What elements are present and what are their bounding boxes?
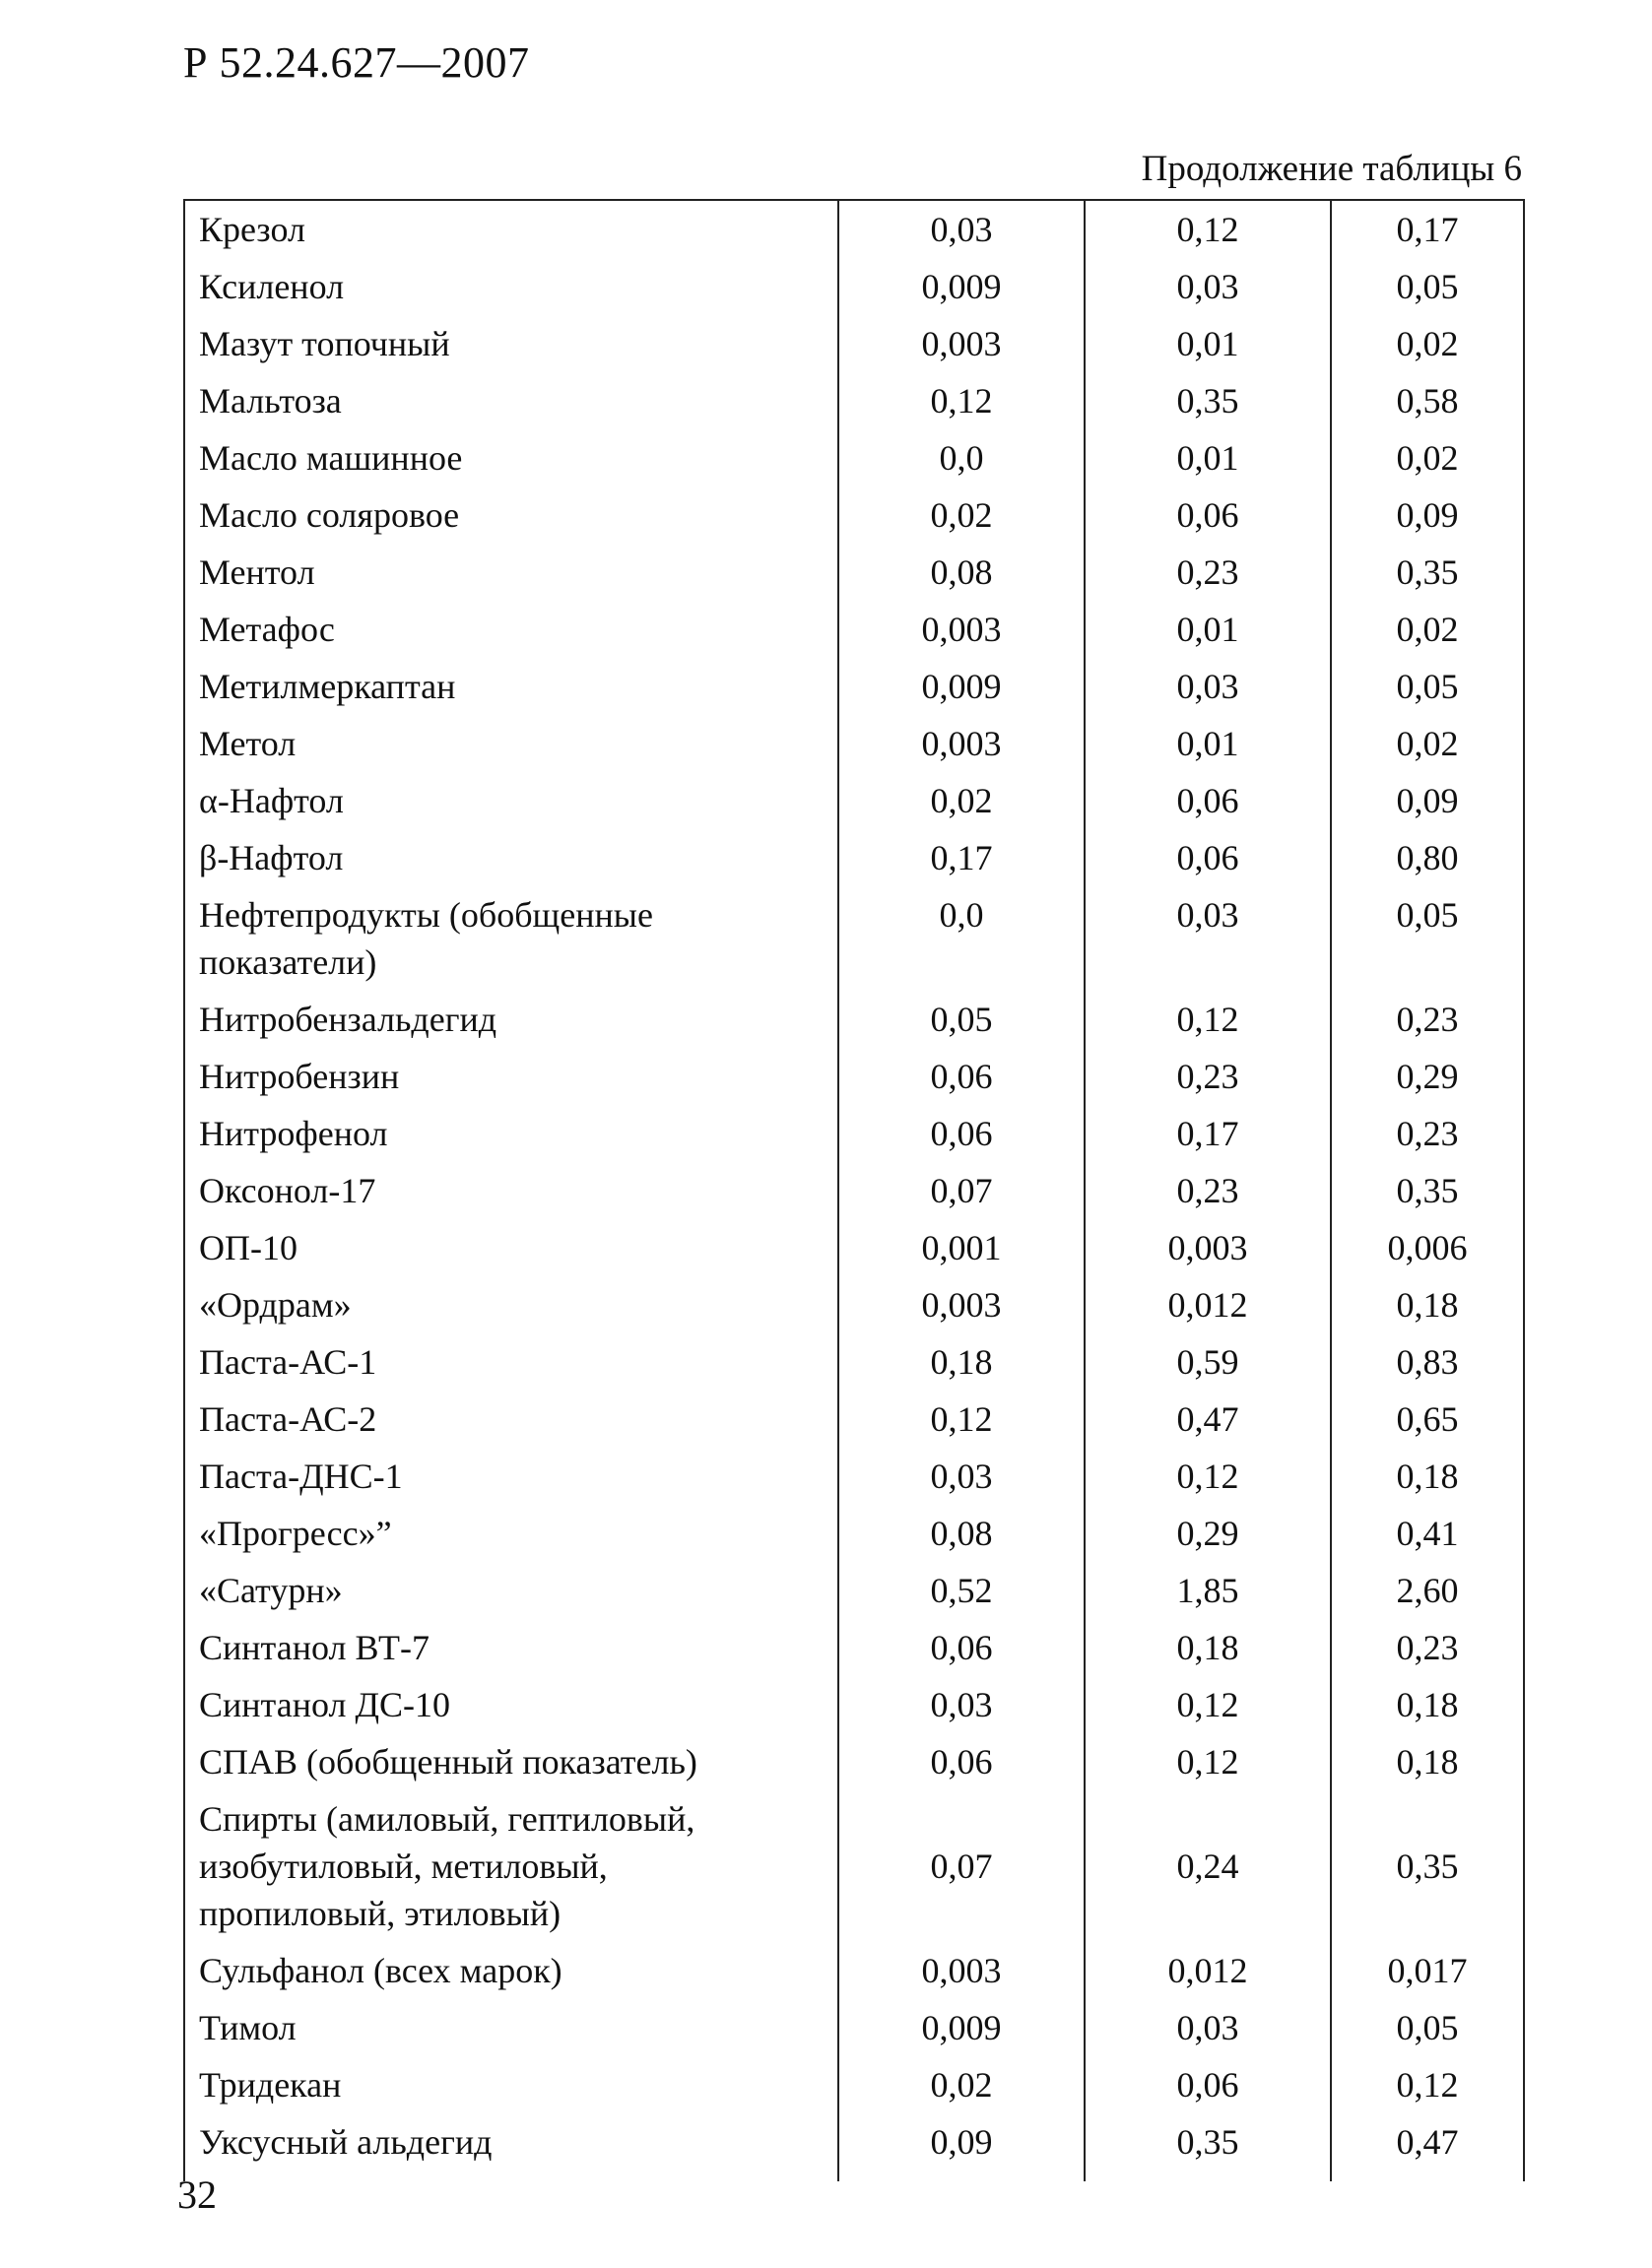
value-col2-cell: 0,03 — [1085, 1999, 1331, 2056]
value-col3-cell: 0,29 — [1331, 1048, 1524, 1105]
value-col1-cell: 0,06 — [838, 1048, 1085, 1105]
substance-name-cell: Нитробензин — [184, 1048, 838, 1105]
value-col1-cell: 0,07 — [838, 1790, 1085, 1942]
table-row — [184, 429, 1524, 486]
table-row — [184, 372, 1524, 429]
table-row — [184, 486, 1524, 544]
value-col2-cell: 0,06 — [1085, 772, 1331, 829]
value-col1-cell: 0,02 — [838, 2056, 1085, 2113]
table-row — [184, 1790, 1524, 1942]
value-col2-cell: 0,23 — [1085, 544, 1331, 601]
value-col3-cell: 0,18 — [1331, 1676, 1524, 1733]
table-row — [184, 1219, 1524, 1276]
value-col3-cell: 0,017 — [1331, 1942, 1524, 1999]
value-col2-cell: 1,85 — [1085, 1562, 1331, 1619]
value-col3-cell: 0,09 — [1331, 772, 1524, 829]
value-col1-cell: 0,06 — [838, 1733, 1085, 1790]
value-col1-cell: 0,03 — [838, 1448, 1085, 1505]
page-number: 32 — [177, 2172, 217, 2217]
value-col1-cell: 0,0 — [838, 886, 1085, 991]
value-col3-cell: 0,17 — [1331, 200, 1524, 258]
value-col2-cell: 0,12 — [1085, 1733, 1331, 1790]
value-col3-cell: 0,02 — [1331, 715, 1524, 772]
substance-name-cell: ОП-10 — [184, 1219, 838, 1276]
document-code: Р 52.24.627—2007 — [183, 38, 530, 87]
table-row — [184, 2113, 1524, 2181]
value-col1-cell: 0,003 — [838, 1942, 1085, 1999]
substance-name-cell: Уксусный альдегид — [184, 2113, 838, 2181]
value-col3-cell: 0,05 — [1331, 886, 1524, 991]
value-col2-cell: 0,47 — [1085, 1391, 1331, 1448]
value-col1-cell: 0,06 — [838, 1619, 1085, 1676]
value-col3-cell: 0,35 — [1331, 1162, 1524, 1219]
substance-name-cell: Масло машинное — [184, 429, 838, 486]
value-col3-cell: 0,23 — [1331, 1105, 1524, 1162]
value-col1-cell: 0,08 — [838, 544, 1085, 601]
value-col3-cell: 0,09 — [1331, 486, 1524, 544]
table-row — [184, 544, 1524, 601]
value-col3-cell: 0,02 — [1331, 601, 1524, 658]
substance-name-cell: «Сатурн» — [184, 1562, 838, 1619]
substance-name-cell: Синтанол ВТ-7 — [184, 1619, 838, 1676]
table-row — [184, 1162, 1524, 1219]
substance-name-cell: Паста-ДНС-1 — [184, 1448, 838, 1505]
table-row — [184, 1942, 1524, 1999]
value-col3-cell: 0,65 — [1331, 1391, 1524, 1448]
value-col3-cell: 0,47 — [1331, 2113, 1524, 2181]
table-row — [184, 886, 1524, 991]
value-col2-cell: 0,24 — [1085, 1790, 1331, 1942]
value-col3-cell: 2,60 — [1331, 1562, 1524, 1619]
value-col1-cell: 0,03 — [838, 1676, 1085, 1733]
value-col1-cell: 0,12 — [838, 1391, 1085, 1448]
value-col1-cell: 0,03 — [838, 200, 1085, 258]
substance-name-cell: Паста-АС-2 — [184, 1391, 838, 1448]
table-row — [184, 991, 1524, 1048]
value-col2-cell: 0,06 — [1085, 486, 1331, 544]
value-col2-cell: 0,17 — [1085, 1105, 1331, 1162]
substance-name-cell: Метол — [184, 715, 838, 772]
table-row — [184, 1333, 1524, 1391]
value-col2-cell: 0,35 — [1085, 2113, 1331, 2181]
table-row — [184, 829, 1524, 886]
value-col1-cell: 0,009 — [838, 658, 1085, 715]
value-col1-cell: 0,06 — [838, 1105, 1085, 1162]
value-col3-cell: 0,80 — [1331, 829, 1524, 886]
value-col3-cell: 0,05 — [1331, 258, 1524, 315]
value-col1-cell: 0,003 — [838, 601, 1085, 658]
value-col2-cell: 0,12 — [1085, 1676, 1331, 1733]
value-col1-cell: 0,003 — [838, 715, 1085, 772]
substance-name-cell: «Ордрам» — [184, 1276, 838, 1333]
value-col2-cell: 0,012 — [1085, 1942, 1331, 1999]
value-col1-cell: 0,001 — [838, 1219, 1085, 1276]
value-col1-cell: 0,003 — [838, 315, 1085, 372]
value-col2-cell: 0,29 — [1085, 1505, 1331, 1562]
value-col1-cell: 0,09 — [838, 2113, 1085, 2181]
value-col3-cell: 0,58 — [1331, 372, 1524, 429]
value-col1-cell: 0,0 — [838, 429, 1085, 486]
value-col3-cell: 0,18 — [1331, 1276, 1524, 1333]
value-col1-cell: 0,02 — [838, 772, 1085, 829]
value-col2-cell: 0,12 — [1085, 991, 1331, 1048]
substance-name-cell: Ксиленол — [184, 258, 838, 315]
value-col2-cell: 0,03 — [1085, 886, 1331, 991]
value-col2-cell: 0,01 — [1085, 715, 1331, 772]
table-row — [184, 715, 1524, 772]
table-row — [184, 1619, 1524, 1676]
table-row — [184, 1448, 1524, 1505]
table-row — [184, 1562, 1524, 1619]
table-row — [184, 772, 1524, 829]
value-col2-cell: 0,01 — [1085, 601, 1331, 658]
substance-name-cell: СПАВ (обобщенный показатель) — [184, 1733, 838, 1790]
value-col1-cell: 0,07 — [838, 1162, 1085, 1219]
table-row — [184, 1676, 1524, 1733]
value-col2-cell: 0,18 — [1085, 1619, 1331, 1676]
value-col3-cell: 0,35 — [1331, 544, 1524, 601]
value-col3-cell: 0,23 — [1331, 991, 1524, 1048]
value-col3-cell: 0,18 — [1331, 1448, 1524, 1505]
value-col1-cell: 0,003 — [838, 1276, 1085, 1333]
substance-name-cell: Метилмеркаптан — [184, 658, 838, 715]
value-col3-cell: 0,02 — [1331, 429, 1524, 486]
table-body — [184, 200, 1524, 2181]
table-row — [184, 1105, 1524, 1162]
table-row — [184, 1505, 1524, 1562]
value-col1-cell: 0,02 — [838, 486, 1085, 544]
substance-name-cell: Мазут топочный — [184, 315, 838, 372]
value-col1-cell: 0,009 — [838, 1999, 1085, 2056]
value-col2-cell: 0,59 — [1085, 1333, 1331, 1391]
value-col3-cell: 0,05 — [1331, 658, 1524, 715]
value-col2-cell: 0,03 — [1085, 658, 1331, 715]
substance-name-cell: Крезол — [184, 200, 838, 258]
value-col3-cell: 0,35 — [1331, 1790, 1524, 1942]
value-col3-cell: 0,006 — [1331, 1219, 1524, 1276]
value-col3-cell: 0,18 — [1331, 1733, 1524, 1790]
value-col1-cell: 0,18 — [838, 1333, 1085, 1391]
value-col3-cell: 0,05 — [1331, 1999, 1524, 2056]
value-col2-cell: 0,12 — [1085, 1448, 1331, 1505]
substance-name-cell: Тридекан — [184, 2056, 838, 2113]
table-row — [184, 1999, 1524, 2056]
value-col1-cell: 0,12 — [838, 372, 1085, 429]
substance-name-cell: Мальтоза — [184, 372, 838, 429]
substance-name-cell: α-Нафтол — [184, 772, 838, 829]
value-col1-cell: 0,08 — [838, 1505, 1085, 1562]
substance-table — [183, 199, 1525, 2181]
value-col3-cell: 0,02 — [1331, 315, 1524, 372]
substance-name-cell: Синтанол ДС-10 — [184, 1676, 838, 1733]
value-col2-cell: 0,003 — [1085, 1219, 1331, 1276]
value-col2-cell: 0,23 — [1085, 1162, 1331, 1219]
value-col2-cell: 0,23 — [1085, 1048, 1331, 1105]
substance-name-cell: Оксонол-17 — [184, 1162, 838, 1219]
substance-name-cell: Нитрофенол — [184, 1105, 838, 1162]
value-col2-cell: 0,35 — [1085, 372, 1331, 429]
substance-name-cell: Тимол — [184, 1999, 838, 2056]
value-col3-cell: 0,12 — [1331, 2056, 1524, 2113]
value-col1-cell: 0,17 — [838, 829, 1085, 886]
table-continuation-caption: Продолжение таблицы 6 — [1141, 149, 1522, 189]
table-row — [184, 1276, 1524, 1333]
substance-name-cell: Спирты (амиловый, гептиловый, изобутиловый, метиловый, пропиловый, этиловый) — [184, 1790, 838, 1942]
table-row — [184, 658, 1524, 715]
value-col2-cell: 0,06 — [1085, 829, 1331, 886]
substance-name-cell: Ментол — [184, 544, 838, 601]
table-row — [184, 2056, 1524, 2113]
substance-name-cell: Нефтепродукты (обобщенные показатели) — [184, 886, 838, 991]
table-row — [184, 315, 1524, 372]
table-row — [184, 1048, 1524, 1105]
substance-name-cell: Сульфанол (всех марок) — [184, 1942, 838, 1999]
table-row — [184, 1391, 1524, 1448]
value-col3-cell: 0,41 — [1331, 1505, 1524, 1562]
value-col2-cell: 0,01 — [1085, 429, 1331, 486]
substance-name-cell: β-Нафтол — [184, 829, 838, 886]
substance-name-cell: Метафос — [184, 601, 838, 658]
value-col1-cell: 0,52 — [838, 1562, 1085, 1619]
value-col2-cell: 0,12 — [1085, 200, 1331, 258]
value-col2-cell: 0,03 — [1085, 258, 1331, 315]
table-row — [184, 200, 1524, 258]
value-col3-cell: 0,23 — [1331, 1619, 1524, 1676]
table-row — [184, 258, 1524, 315]
substance-name-cell: Нитробензальдегид — [184, 991, 838, 1048]
value-col1-cell: 0,009 — [838, 258, 1085, 315]
value-col3-cell: 0,83 — [1331, 1333, 1524, 1391]
table-row — [184, 1733, 1524, 1790]
substance-name-cell: «Прогресс»” — [184, 1505, 838, 1562]
value-col2-cell: 0,012 — [1085, 1276, 1331, 1333]
value-col2-cell: 0,01 — [1085, 315, 1331, 372]
table-row — [184, 601, 1524, 658]
substance-name-cell: Паста-АС-1 — [184, 1333, 838, 1391]
value-col1-cell: 0,05 — [838, 991, 1085, 1048]
value-col2-cell: 0,06 — [1085, 2056, 1331, 2113]
substance-name-cell: Масло соляровое — [184, 486, 838, 544]
